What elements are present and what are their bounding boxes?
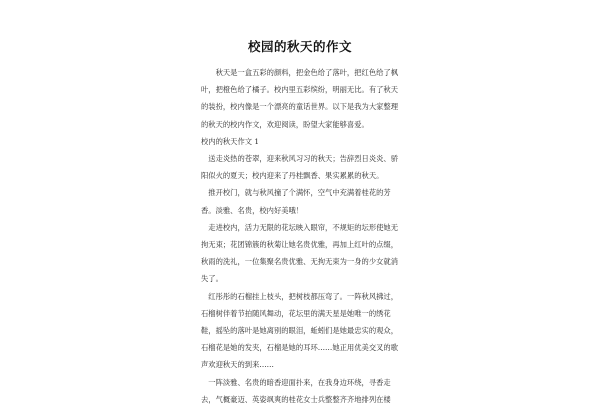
section-subtitle: 校内的秋天作文 1 [201, 136, 260, 146]
intro-paragraph: 秋天是一盒五彩的颜料，把金色给了落叶，把红色给了枫叶，把橙色给了橘子。校内里五彩缤纷，明丽无比。有了秋天的装扮，校内像是一个漂亮的童话世界。以下是我为大家整理的秋天的校内作文，欢迎阅读，盼望大家能够喜爱。 [201, 68, 399, 129]
paragraph-2: 推开校门，就与秋风撞了个满怀，空气中充满着桂花的芳香。淡雅、名贵，校内好美哦！ [201, 188, 391, 215]
paragraph-4: 红彤彤的石榴挂上枝头，把树枝都压弯了。一阵秋风拂过，石榴树伴着节拍随风舞动，花坛里的满天星是她唯一的绣花鞋，摇坠的落叶是她离别的眼泪，蚯蚓们是她最忠实的观众，石榴花是她的发夹，石榴是她的耳环……她正用优美交叉的歌声欢迎秋天的到来…… [201, 291, 399, 370]
paragraph-5: 一阵淡雅、名贵的暗香迎面扑来，在我身边环绕，寻香走去，气概豪迈、英姿飒爽的桂花女士兵整整齐齐地排列在楼 [201, 377, 391, 404]
page-title: 校园的秋天的作文 [247, 39, 352, 54]
article-body [201, 64, 399, 408]
paragraph-1: 送走炎热的苍翠，迎来秋风习习的秋天；告辞烈日炎炎、骄阳似火的夏天；校内迎来了丹桂飘香、果实累累的秋天。 [201, 154, 399, 181]
paragraph-3: 走进校内，活力无限的花坛映入眼帘，不规矩的坛形使她无拘无束；花团锦簇的秋菊让她名贵优雅，再加上红叶的点缀，秋雨的洗礼，一位集聚名贵优雅、无拘无束为一身的少女就消失了。 [201, 222, 399, 284]
